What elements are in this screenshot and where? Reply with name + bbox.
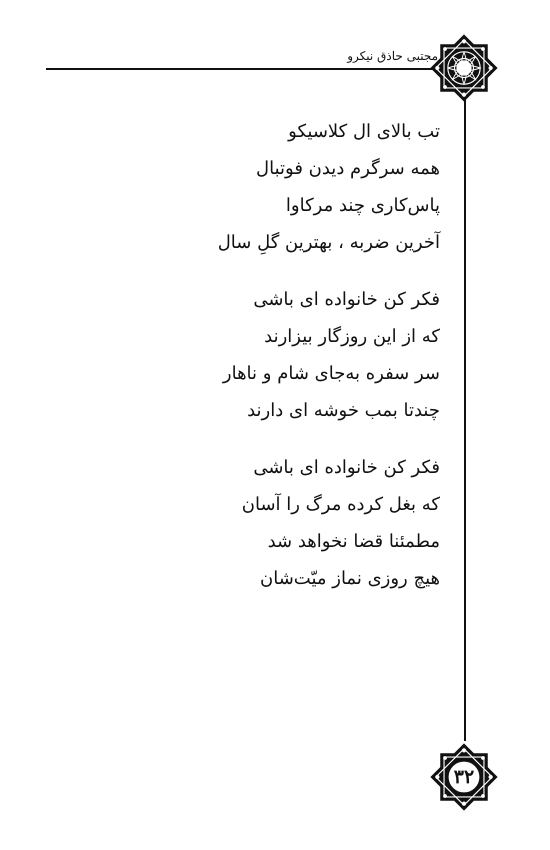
stanza <box>110 281 440 429</box>
verse-line: همه سرگرم دیدن فوتبال <box>256 158 440 179</box>
verse-line: که از این روزگار بیزارند <box>264 326 440 347</box>
verse-line: هیچ روزی نماز میّت‌شان <box>260 568 440 589</box>
running-header-author: مجتبی حاذق نیکرو <box>347 49 438 63</box>
verse-line: فکر کن خانواده ای باشی <box>253 289 440 310</box>
poem <box>110 113 440 617</box>
stanza <box>110 449 440 597</box>
header-rule <box>46 68 434 70</box>
verse-line: مطمئنا قضا نخواهد شد <box>267 531 440 552</box>
verse-line: فکر کن خانواده ای باشی <box>253 457 440 478</box>
islamic-star-rosette-icon <box>426 30 502 106</box>
page-number: ۳۲ <box>453 766 475 788</box>
side-rule <box>464 98 466 741</box>
verse-line: که بغل کرده مرگ را آسان <box>241 494 440 515</box>
verse-line: سر سفره به‌جای شام و ناهار <box>222 363 440 384</box>
stanza <box>110 113 440 261</box>
verse-line: آخرین ضربه ، بهترین گلِ سال <box>217 232 440 253</box>
verse-line: چندتا بمب خوشه ای دارند <box>247 400 440 421</box>
verse-line: پاس‌کاری چند مرکاوا <box>285 195 440 216</box>
verse-line: تب بالای ال کلاسیکو <box>288 121 440 142</box>
